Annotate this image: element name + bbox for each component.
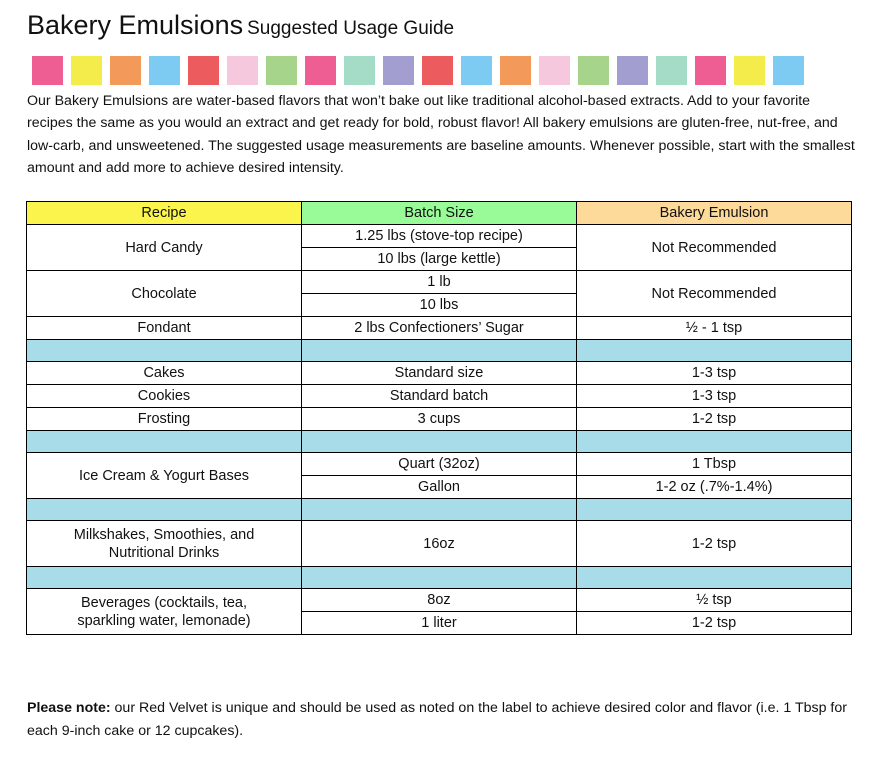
emulsion-cell: 1-3 tsp	[577, 362, 852, 385]
batch-cell: Standard size	[302, 362, 577, 385]
recipe-cell: Beverages (cocktails, tea, sparkling water, lemonade)	[27, 589, 302, 635]
emulsion-cell: 1-2 tsp	[577, 408, 852, 431]
color-swatch	[539, 56, 570, 85]
batch-cell: Quart (32oz)	[302, 453, 577, 476]
color-swatch	[71, 56, 102, 85]
color-swatch	[110, 56, 141, 85]
recipe-cell: Hard Candy	[27, 225, 302, 271]
separator-cell	[577, 340, 852, 362]
batch-cell: 1 lb	[302, 271, 577, 294]
table-row	[27, 225, 852, 248]
table-row	[27, 385, 852, 408]
separator-row	[27, 340, 852, 362]
emulsion-cell: ½ tsp	[577, 589, 852, 612]
separator-cell	[27, 340, 302, 362]
title-subtitle: Suggested Usage Guide	[247, 18, 455, 39]
color-swatch	[578, 56, 609, 85]
header-recipe: Recipe	[27, 202, 302, 225]
footnote-label: Please note:	[27, 700, 111, 716]
separator-cell	[302, 499, 577, 521]
separator-cell	[27, 567, 302, 589]
batch-cell: 1.25 lbs (stove-top recipe)	[302, 225, 577, 248]
emulsion-cell: 1-3 tsp	[577, 385, 852, 408]
table-row	[27, 317, 852, 340]
header-batch-size: Batch Size	[302, 202, 577, 225]
footnote	[27, 697, 857, 743]
color-swatch	[656, 56, 687, 85]
header-bakery-emulsion: Bakery Emulsion	[577, 202, 852, 225]
recipe-cell: Chocolate	[27, 271, 302, 317]
separator-cell	[577, 431, 852, 453]
recipe-cell: Fondant	[27, 317, 302, 340]
color-swatch	[266, 56, 297, 85]
separator-cell	[302, 340, 577, 362]
batch-cell: 3 cups	[302, 408, 577, 431]
emulsion-cell: 1-2 oz (.7%-1.4%)	[577, 476, 852, 499]
color-swatch	[149, 56, 180, 85]
batch-cell: 16oz	[302, 521, 577, 567]
separator-row	[27, 499, 852, 521]
emulsion-cell: 1-2 tsp	[577, 612, 852, 635]
separator-row	[27, 431, 852, 453]
table-row	[27, 521, 852, 567]
color-swatch	[188, 56, 219, 85]
color-swatch	[227, 56, 258, 85]
color-swatch	[305, 56, 336, 85]
separator-cell	[302, 567, 577, 589]
page-title	[27, 10, 454, 41]
separator-cell	[27, 499, 302, 521]
color-swatch	[344, 56, 375, 85]
separator-cell	[577, 567, 852, 589]
footnote-text: our Red Velvet is unique and should be used as noted on the label to achieve desired color and flavor (i.e. 1 Tbsp for each 9-inch cake or 12 cupcakes).	[27, 700, 847, 739]
color-swatch	[461, 56, 492, 85]
separator-cell	[302, 431, 577, 453]
color-swatch	[383, 56, 414, 85]
color-swatch	[32, 56, 63, 85]
recipe-cell: Milkshakes, Smoothies, and Nutritional Drinks	[27, 521, 302, 567]
recipe-cell: Frosting	[27, 408, 302, 431]
title-main: Bakery Emulsions	[27, 10, 244, 40]
batch-cell: Gallon	[302, 476, 577, 499]
batch-cell: 1 liter	[302, 612, 577, 635]
batch-cell: 10 lbs (large kettle)	[302, 248, 577, 271]
emulsion-cell: Not Recommended	[577, 271, 852, 317]
separator-cell	[577, 499, 852, 521]
batch-cell: 8oz	[302, 589, 577, 612]
recipe-cell: Ice Cream & Yogurt Bases	[27, 453, 302, 499]
table-row	[27, 408, 852, 431]
batch-cell: 10 lbs	[302, 294, 577, 317]
usage-table	[26, 201, 852, 635]
color-swatch	[773, 56, 804, 85]
separator-cell	[27, 431, 302, 453]
color-swatch	[617, 56, 648, 85]
table-row	[27, 271, 852, 294]
emulsion-cell: 1 Tbsp	[577, 453, 852, 476]
batch-cell: 2 lbs Confectioners’ Sugar	[302, 317, 577, 340]
color-swatch	[734, 56, 765, 85]
table-row	[27, 453, 852, 476]
table-header-row	[27, 202, 852, 225]
emulsion-cell: 1-2 tsp	[577, 521, 852, 567]
color-swatch	[500, 56, 531, 85]
table-row	[27, 589, 852, 612]
intro-paragraph: Our Bakery Emulsions are water-based flavors that won’t bake out like traditional alcohol-based extracts. Add to your favorite recipes the same as you would an extract and get ready for bold, robust flavor! All bakery emulsions are gluten-free, nut-free, and low-carb, and unsweetened. The suggested usage measurements are baseline amounts. Whenever possible, start with the smallest amount and add more to achieve desired intensity.	[27, 93, 855, 177]
batch-cell: Standard batch	[302, 385, 577, 408]
table-row	[27, 362, 852, 385]
emulsion-cell: ½ - 1 tsp	[577, 317, 852, 340]
recipe-cell: Cakes	[27, 362, 302, 385]
separator-row	[27, 567, 852, 589]
emulsion-cell: Not Recommended	[577, 225, 852, 271]
color-swatch	[695, 56, 726, 85]
recipe-cell: Cookies	[27, 385, 302, 408]
color-swatch	[422, 56, 453, 85]
